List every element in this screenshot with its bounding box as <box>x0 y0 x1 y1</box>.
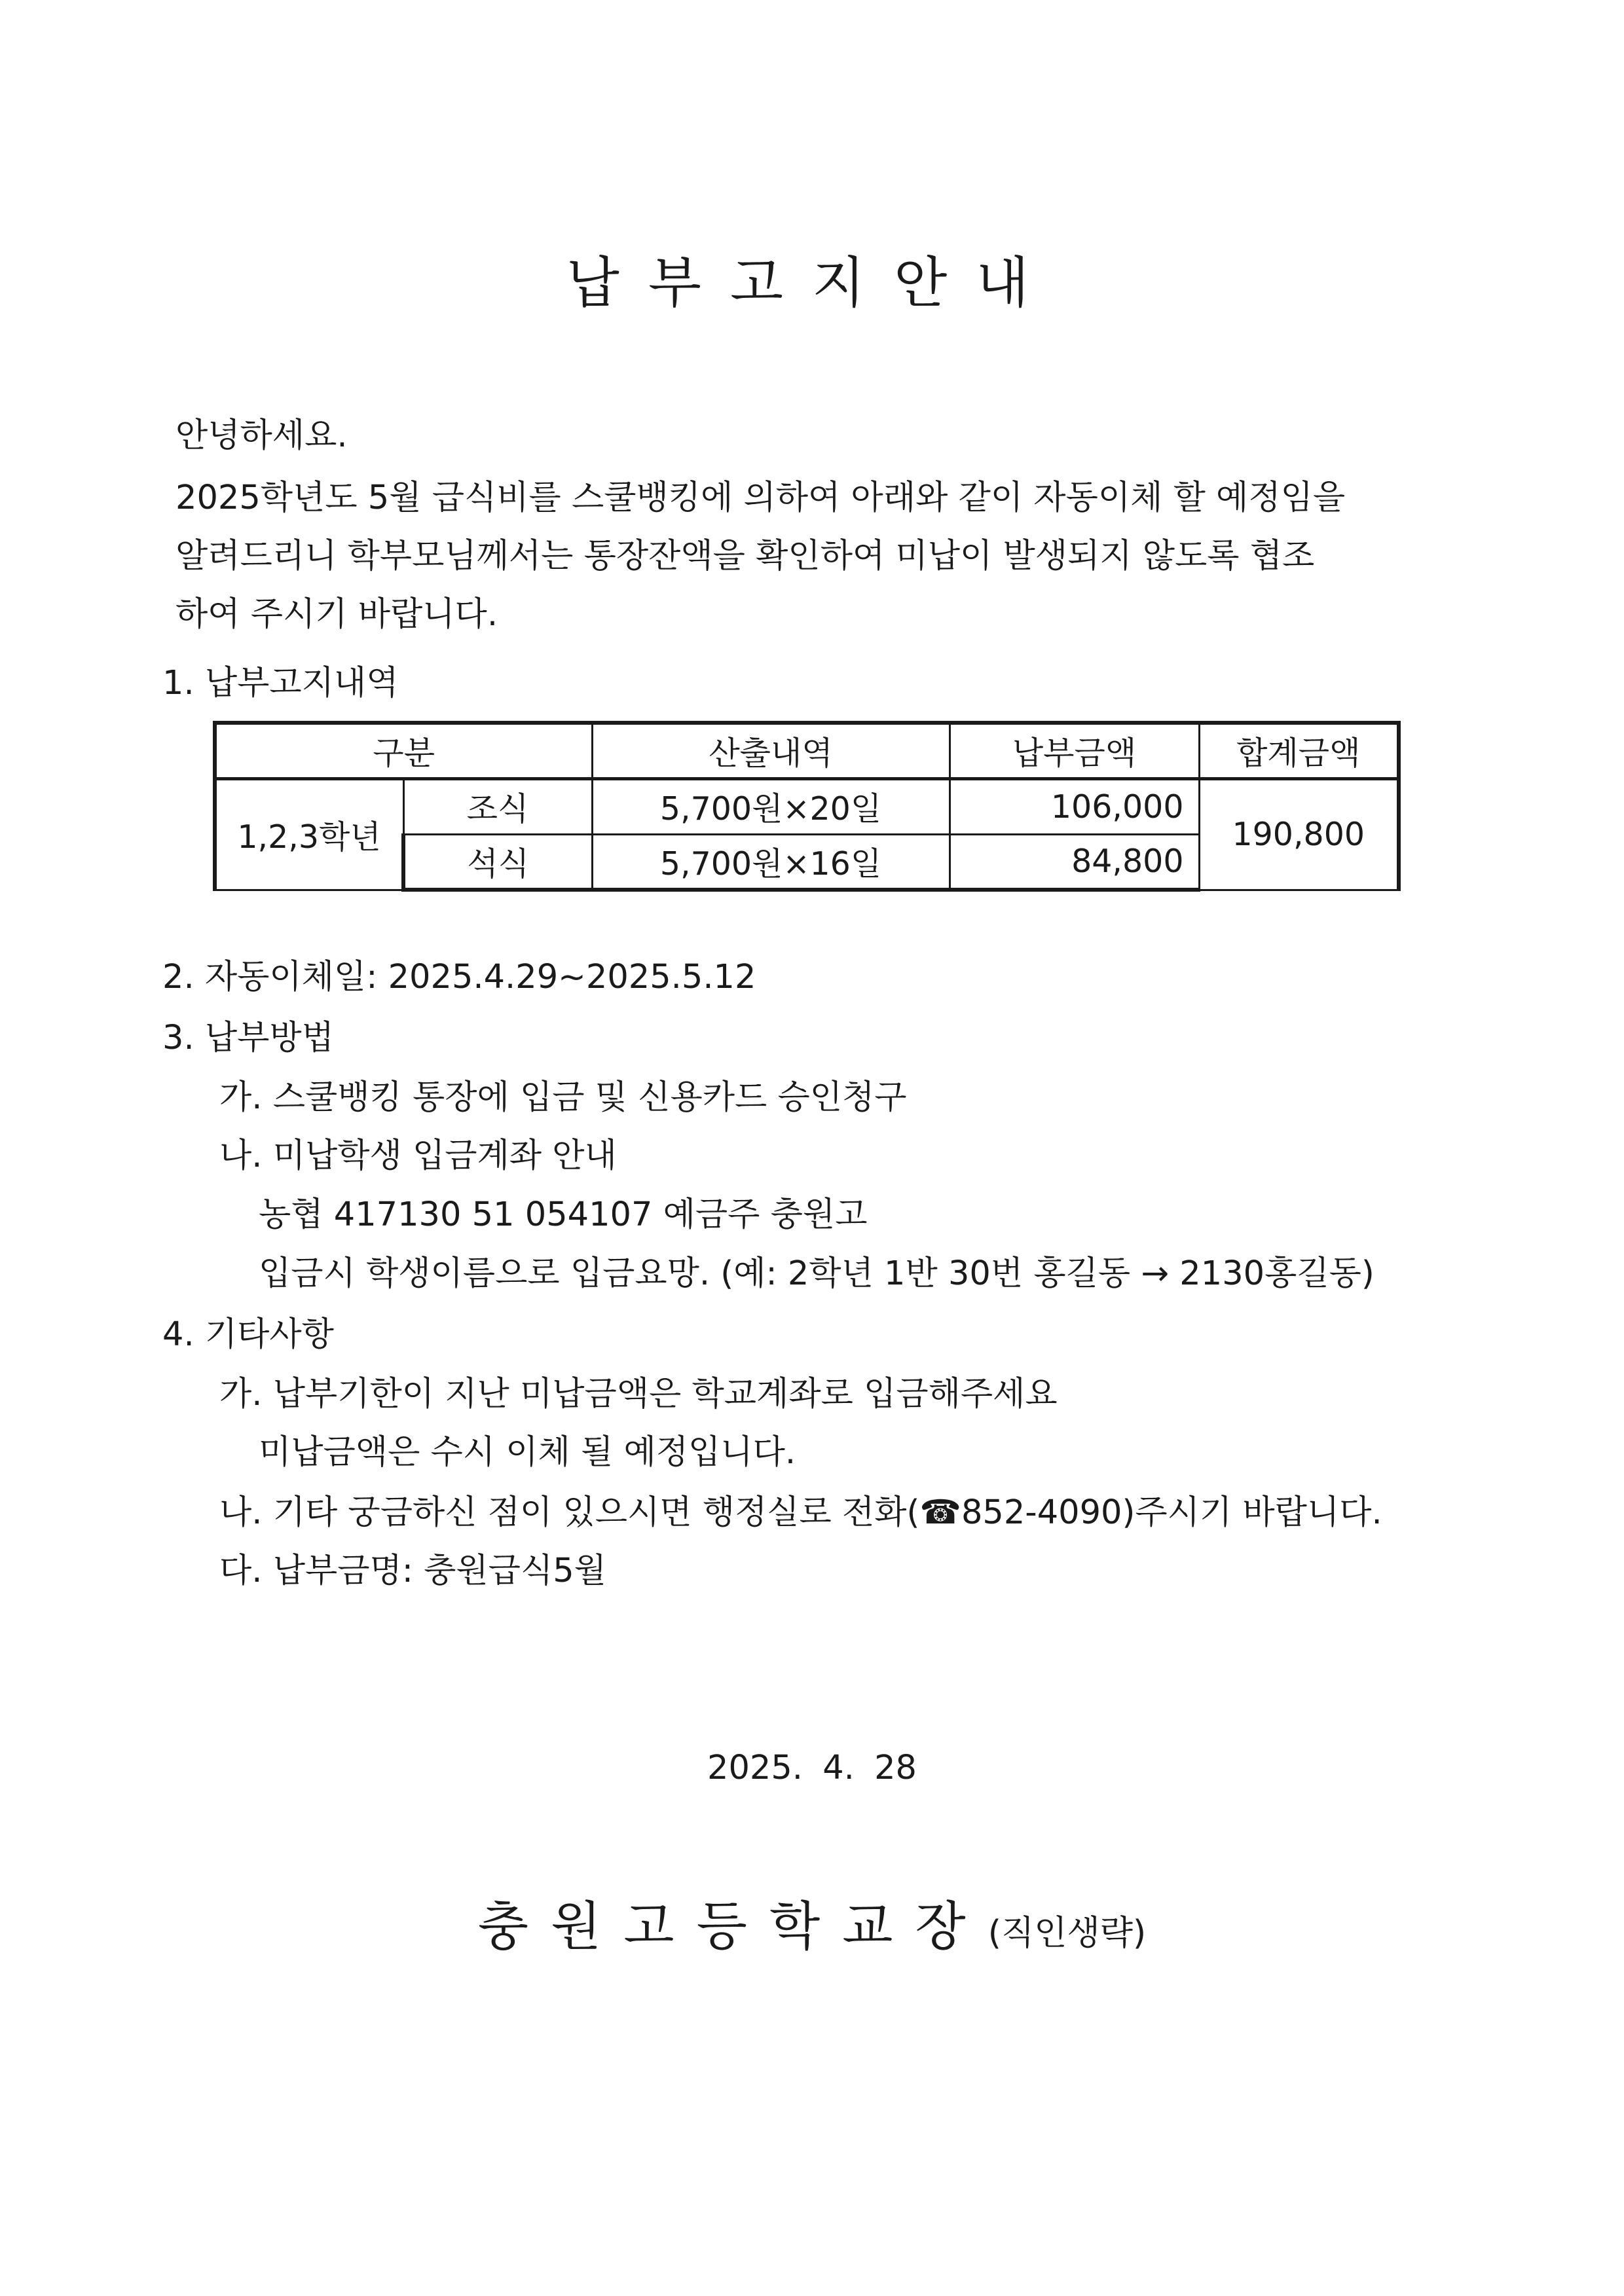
calculation-cell: 5,700원×20일 <box>592 778 950 834</box>
intro-line-3: 하여 주시기 바랍니다. <box>175 595 498 634</box>
intro-line-1: 2025학년도 5월 급식비를 스쿨뱅킹에 의하여 아래와 같이 자동이체 할 예정임을 <box>175 479 1346 517</box>
section2-heading: 2. 자동이체일: 2025.4.29~2025.5.12 <box>162 958 756 996</box>
section4-heading: 4. 기타사항 <box>162 1315 334 1354</box>
section4-item-a: 가. 납부기한이 지난 미납금액은 학교계좌로 입금해주세요 <box>219 1375 1058 1413</box>
header-calculation: 산출내역 <box>592 723 950 778</box>
seal-omitted-note: (직인생략) <box>987 1914 1147 1953</box>
table-row <box>215 778 1399 834</box>
section4-item-b: 나. 기타 궁금하신 점이 있으시면 행정실로 전화(☎852-4090)주시기 바랍니다. <box>219 1493 1382 1532</box>
meal-type-cell: 조식 <box>403 778 592 834</box>
deposit-note: 입금시 학생이름으로 입금요망. (예: 2학년 1반 30번 홍길동 → 2130홍길동) <box>259 1254 1375 1293</box>
fee-table-header-row <box>215 723 1399 778</box>
header-total-amount: 합계금액 <box>1199 723 1399 778</box>
total-amount-cell: 190,800 <box>1199 778 1399 890</box>
bank-account: 농협 417130 51 054107 예금주 충원고 <box>259 1195 868 1234</box>
grade-group-cell: 1,2,3학년 <box>215 778 403 890</box>
principal-title: 충원고등학교장 <box>477 1896 988 1957</box>
section3-item-a: 가. 스쿨뱅킹 통장에 입금 및 신용카드 승인청구 <box>219 1078 907 1117</box>
signer-line <box>0 1884 1624 1959</box>
section1-heading: 1. 납부고지내역 <box>162 664 399 702</box>
issue-date: 2025. 4. 28 <box>707 1749 917 1787</box>
intro-line-2: 알려드리니 학부모님께서는 통장잔액을 확인하여 미납이 발생되지 않도록 협조 <box>175 537 1315 575</box>
header-payment-amount: 납부금액 <box>950 723 1199 778</box>
section4-item-c: 다. 납부금명: 충원급식5월 <box>219 1552 606 1590</box>
fee-table <box>213 721 1401 892</box>
header-category: 구분 <box>215 723 592 778</box>
amount-cell: 106,000 <box>950 778 1199 834</box>
greeting: 안녕하세요. <box>175 416 348 455</box>
section4-item-a-continued: 미납금액은 수시 이체 될 예정입니다. <box>259 1433 796 1472</box>
document-title: 납부고지안내 <box>566 251 1058 315</box>
section3-item-b: 나. 미납학생 입금계좌 안내 <box>219 1137 617 1175</box>
calculation-cell: 5,700원×16일 <box>592 834 950 890</box>
meal-type-cell: 석식 <box>403 834 592 890</box>
section3-heading: 3. 납부방법 <box>162 1019 334 1057</box>
amount-cell: 84,800 <box>950 834 1199 890</box>
